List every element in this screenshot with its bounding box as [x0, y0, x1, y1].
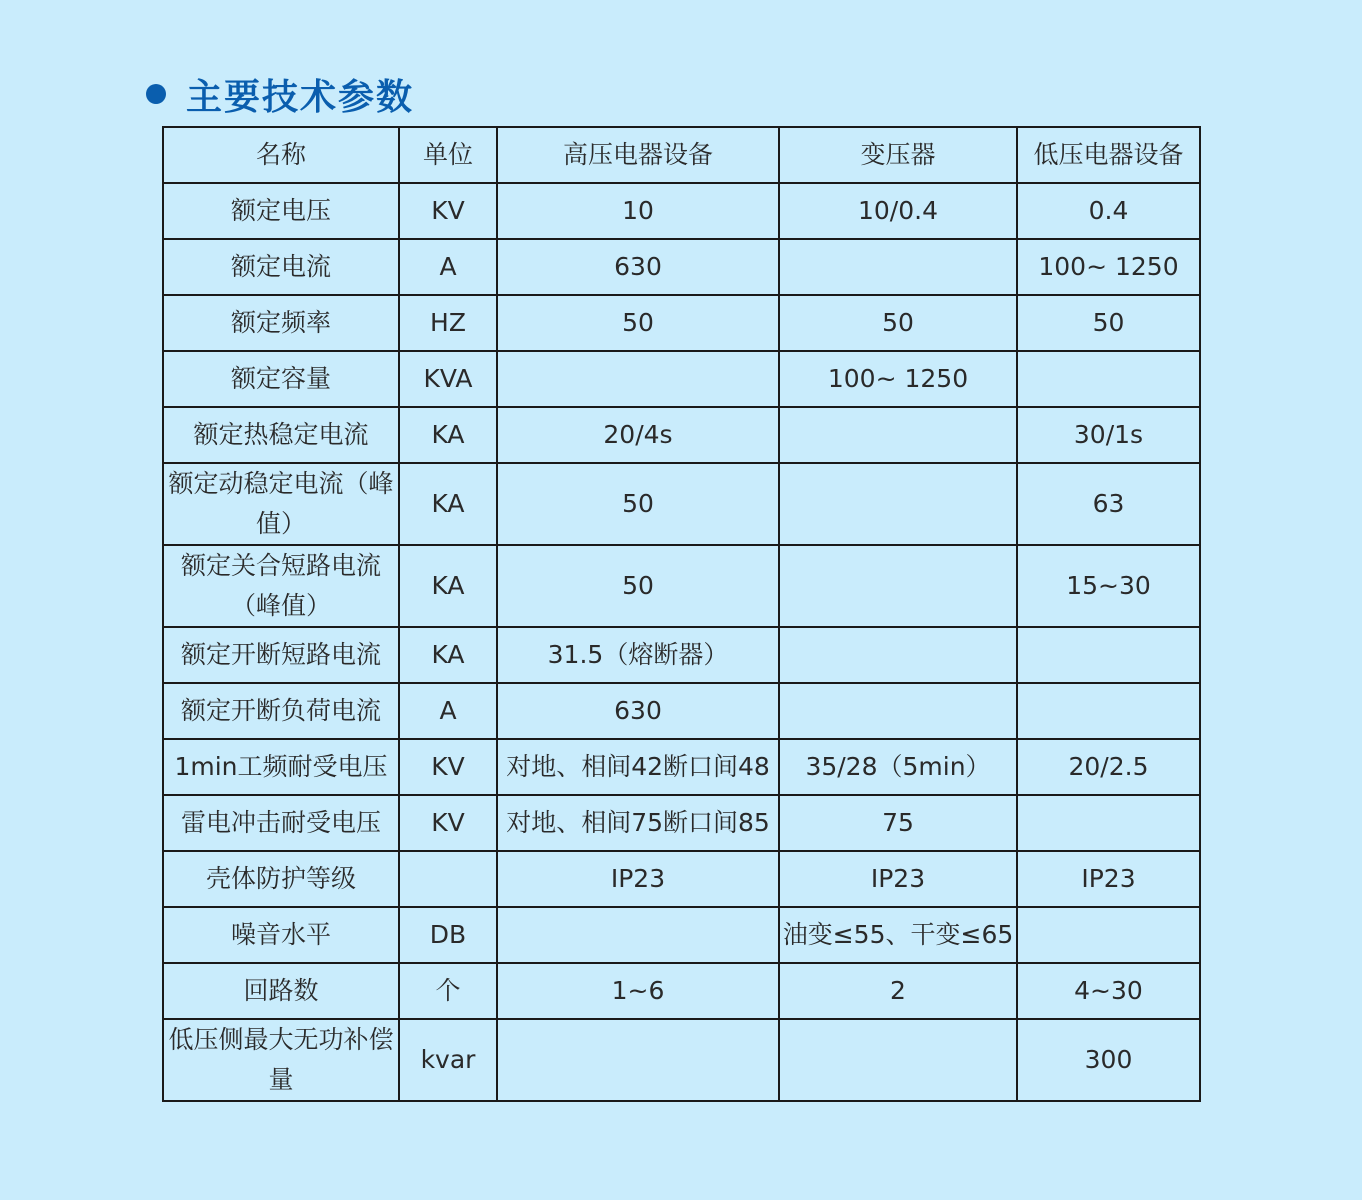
row-lv-value: 4~30 [1017, 963, 1200, 1019]
table-row [163, 963, 1200, 1019]
row-transformer-value [779, 463, 1017, 545]
row-name: 1min工频耐受电压 [163, 739, 399, 795]
row-name: 低压侧最大无功补偿量 [163, 1019, 399, 1101]
row-unit: KA [399, 407, 497, 463]
row-name: 额定容量 [163, 351, 399, 407]
column-header: 单位 [399, 127, 497, 183]
row-transformer-value [779, 627, 1017, 683]
row-lv-value: 100~ 1250 [1017, 239, 1200, 295]
table-row [163, 295, 1200, 351]
row-name: 雷电冲击耐受电压 [163, 795, 399, 851]
row-name: 额定动稳定电流（峰值） [163, 463, 399, 545]
row-unit: KA [399, 627, 497, 683]
page-title: 主要技术参数 [186, 76, 415, 118]
table-row [163, 463, 1200, 545]
spec-table [162, 126, 1201, 1102]
bullet-icon [146, 84, 166, 104]
row-transformer-value [779, 1019, 1017, 1101]
section-heading [146, 66, 414, 122]
row-unit: A [399, 239, 497, 295]
table-row [163, 1019, 1200, 1101]
row-unit: A [399, 683, 497, 739]
row-unit: HZ [399, 295, 497, 351]
row-name: 额定频率 [163, 295, 399, 351]
row-hv-value: 对地、相间42断口间48 [497, 739, 779, 795]
row-transformer-value: 50 [779, 295, 1017, 351]
table-row [163, 407, 1200, 463]
row-name: 额定电流 [163, 239, 399, 295]
row-hv-value: 对地、相间75断口间85 [497, 795, 779, 851]
row-transformer-value [779, 239, 1017, 295]
row-lv-value: 20/2.5 [1017, 739, 1200, 795]
row-name: 额定关合短路电流（峰值） [163, 545, 399, 627]
table-row [163, 627, 1200, 683]
row-lv-value [1017, 795, 1200, 851]
table-row [163, 239, 1200, 295]
row-lv-value: IP23 [1017, 851, 1200, 907]
row-name: 额定开断负荷电流 [163, 683, 399, 739]
table-row [163, 351, 1200, 407]
table-row [163, 739, 1200, 795]
row-hv-value: 50 [497, 463, 779, 545]
row-hv-value: IP23 [497, 851, 779, 907]
row-hv-value [497, 351, 779, 407]
row-name: 额定开断短路电流 [163, 627, 399, 683]
row-hv-value: 10 [497, 183, 779, 239]
row-transformer-value: 油变≤55、干变≤65 [779, 907, 1017, 963]
row-lv-value: 63 [1017, 463, 1200, 545]
row-hv-value [497, 907, 779, 963]
row-name: 回路数 [163, 963, 399, 1019]
row-unit [399, 851, 497, 907]
row-transformer-value [779, 683, 1017, 739]
row-transformer-value [779, 545, 1017, 627]
table-header-row [163, 127, 1200, 183]
row-transformer-value: 35/28（5min） [779, 739, 1017, 795]
row-unit: 个 [399, 963, 497, 1019]
row-lv-value [1017, 351, 1200, 407]
row-unit: KVA [399, 351, 497, 407]
column-header: 高压电器设备 [497, 127, 779, 183]
row-transformer-value: IP23 [779, 851, 1017, 907]
row-lv-value [1017, 627, 1200, 683]
row-unit: DB [399, 907, 497, 963]
row-hv-value: 630 [497, 683, 779, 739]
row-name: 壳体防护等级 [163, 851, 399, 907]
row-transformer-value: 2 [779, 963, 1017, 1019]
row-lv-value [1017, 683, 1200, 739]
row-hv-value: 20/4s [497, 407, 779, 463]
table-row [163, 683, 1200, 739]
row-hv-value: 50 [497, 295, 779, 351]
table-row [163, 907, 1200, 963]
row-name: 额定热稳定电流 [163, 407, 399, 463]
row-hv-value: 630 [497, 239, 779, 295]
row-hv-value: 50 [497, 545, 779, 627]
table-row [163, 183, 1200, 239]
column-header: 名称 [163, 127, 399, 183]
table-row [163, 851, 1200, 907]
row-lv-value: 30/1s [1017, 407, 1200, 463]
row-unit: KV [399, 739, 497, 795]
row-transformer-value: 100~ 1250 [779, 351, 1017, 407]
row-name: 噪音水平 [163, 907, 399, 963]
row-transformer-value: 10/0.4 [779, 183, 1017, 239]
row-hv-value: 1~6 [497, 963, 779, 1019]
row-unit: kvar [399, 1019, 497, 1101]
row-transformer-value: 75 [779, 795, 1017, 851]
row-name: 额定电压 [163, 183, 399, 239]
row-unit: KA [399, 463, 497, 545]
row-transformer-value [779, 407, 1017, 463]
row-lv-value: 300 [1017, 1019, 1200, 1101]
table-row [163, 795, 1200, 851]
row-lv-value: 0.4 [1017, 183, 1200, 239]
column-header: 变压器 [779, 127, 1017, 183]
row-hv-value: 31.5（熔断器） [497, 627, 779, 683]
table-row [163, 545, 1200, 627]
row-lv-value: 15~30 [1017, 545, 1200, 627]
row-unit: KA [399, 545, 497, 627]
row-lv-value: 50 [1017, 295, 1200, 351]
row-lv-value [1017, 907, 1200, 963]
column-header: 低压电器设备 [1017, 127, 1200, 183]
row-unit: KV [399, 183, 497, 239]
row-hv-value [497, 1019, 779, 1101]
row-unit: KV [399, 795, 497, 851]
